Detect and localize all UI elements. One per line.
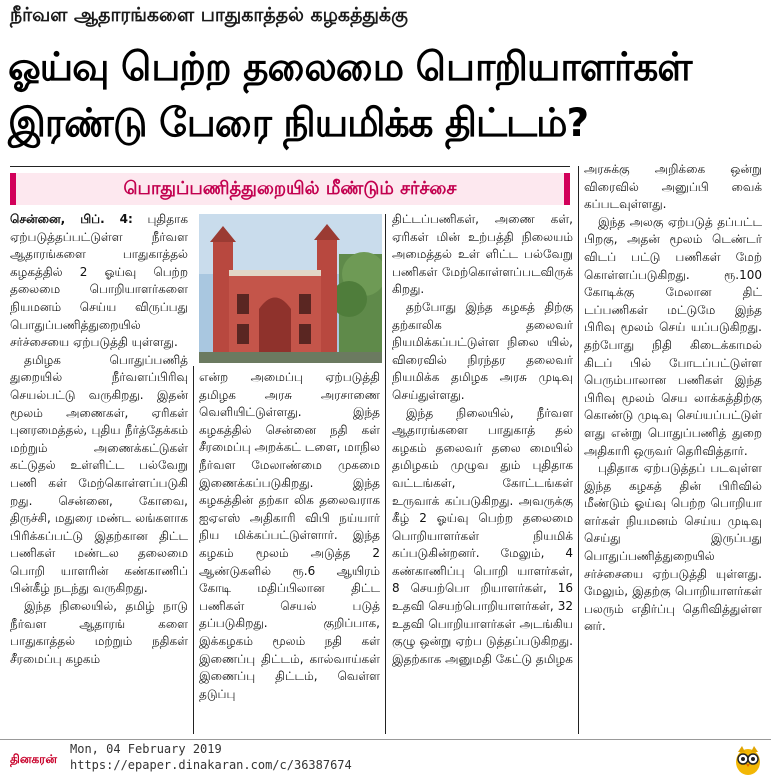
dinakaran-logo <box>10 752 57 768</box>
paragraph: இந்த நிலையில், நீர்வள ஆதாரங்களை பாதுகாத் தல் கழகம் தலைவர் தலை மையில் தமிழகம் முழுவ தும் புதிதாக வட்டங்கள், கோட்டங்கள் உருவாக் கப்படுகிறது. அவருக்கு கீழ் 2 ஓய்வு பெற்ற தலைமை பொறியாளர்கள் நியமிக் கப்படுகின்றனர். மேலும், 4 கண்காணிப்பு பொறி யாளர்கள், 8 செயற்பொ றியாளர்கள், 16 உதவி செயற்பொறியாளர்கள், 32 உதவி பொறியாளர்கள் அடங்கிய குழு ஒன்று ஏற்ப டுத்தப்படுகிறது. இதற்காக அனுமதி கேட்டு தமிழக <box>392 405 573 666</box>
paragraph: தற்போது இந்த கழகத் திற்கு தற்காலிக தலைவர் நியமிக்கப்பட்டுள்ள நிலை யில், விரைவில் நிரந்தர தலைவர் நியமிக்க தமிழக அரசு முடிவு செய்துள்ளது. <box>392 299 573 402</box>
paragraph: புதிதாக ஏற்படுத்தப் படவுள்ள இந்த கழகத் தின் பிரிவில் மீண்டும் ஓய்வு பெற்ற பொறியா ளர்கள் நியமனம் செய்ய முடிவு செய்து இருப்பது பொதுப்பணித்துறையில் சர்ச்சையை ஏற்படுத்தி யுள்ளது. மேலும், இதற்கு பொறியாளர்கள் பலரும் எதிர்ப்பு தெரிவித்துள்ள னர். <box>584 461 762 634</box>
paragraph <box>10 211 188 352</box>
paragraph: அரசுக்கு அறிக்கை ஒன்று விரைவில் அனுப்பி வைக் கப்படவுள்ளது. <box>584 162 762 212</box>
column-rule-3 <box>578 166 579 734</box>
paragraph: என்ற அமைப்பு ஏற்படுத்தி தமிழக அரசு அரசாணை வெளியிட்டுள்ளது. இந்த கழகத்தில் சென்னை நதி கள் சீரமைப்பு அறக்கட் டளை, மாநில நீர்வள மேலாண்மை முகமை இணைக்கப்படுகிறது. இந்த கழகத்தின் தற்கா லிக தலைவராக ஐஏஎஸ் அதிகாரி விபி நய்யார் நிய மிக்கப்பட்டுள்ளார். இந்த கழகம் மூலம் அடுத்த 2 ஆண்டுகளில் ரூ.6 ஆயிரம் கோடி மதிப்பிலான திட்ட பணிகள் செயல் படுத் தப்படுகிறது. குறிப்பாக, இக்கழகம் மூலம் நதி கள் இணைப்பு திட்டம், கால்வாய்கள் இணைப்பு திட்டம், வெள்ள தடுப்பு <box>199 370 380 701</box>
headline <box>8 40 692 152</box>
subheadline: பொதுப்பணித்துறையில் மீண்டும் சர்ச்சை <box>123 178 457 199</box>
paragraph-text: புதிதாக ஏற்படுத்தப்பட்டுள்ள நீர்வள ஆதாரங்களை பாதுகாத்தல் கழகத்தில் 2 ஓய்வு பெற்ற தலைமை பொறியாளர்களை நியமனம் செய்ய விருப்பது பொதுப்பணித்துறையில் சர்ச்சையை ஏற்படுத்தி யுள்ளது. <box>10 212 188 350</box>
column-4 <box>584 161 762 736</box>
building-photo <box>199 214 382 363</box>
publish-date: Mon, 04 February 2019 <box>70 742 222 756</box>
building-illustration <box>199 214 382 363</box>
column-rule-1 <box>193 366 194 734</box>
logo-text: தினகரன் <box>10 752 57 766</box>
column-2 <box>199 369 380 736</box>
kicker: நீர்வள ஆதாரங்களை பாதுகாத்தல் கழகத்துக்கு <box>10 4 408 26</box>
paragraph: திட்டப்பணிகள், அணை கள், ஏரிகள் மின் உற்பத்தி நிலையம் அமைத்தல் உள் ளிட்ட பல்வேறு பணிகள் மேற்கொள்ளப்படவிருக் கிறது. <box>392 212 573 297</box>
headline-line-2: இரண்டு பேரை நியமிக்க திட்டம்? <box>8 101 589 146</box>
column-1 <box>10 211 188 736</box>
paragraph: இந்த அலகு ஏற்படுத் தப்பட்ட பிறகு, அதன் மூலம் டெண்டர் விடப் பட்டு பணிகள் மேற் கொள்ளப்படுகிறது. ரூ.100 கோடிக்கு மேலான திட் டப்பணிகள் மட்டுமே இந்த பிரிவு மூலம் செய் யப்படுகிறது. தற்போது நிதி கிடைக்காமல் கிடப் பில் போடப்பட்டுள்ள பெரும்பாலான பணிகள் இந்த பிரிவு மூலம் செய லாக்கத்திற்கு கொண்டு முடிவு செய்யப்பட்டுள் ளது என்று பொதுப்பணித் துறை அதிகாரி ஒருவர் தெரிவித்தார். <box>584 214 762 458</box>
column-rule-2 <box>385 214 386 734</box>
epaper-link[interactable]: https://epaper.dinakaran.com/c/36387674 <box>70 758 352 772</box>
owl-icon <box>733 744 763 776</box>
dateline: சென்னை, பிப். 4: <box>10 212 133 226</box>
paragraph: தமிழக பொதுப்பணித் துறையில் நீர்வளப்பிரிவு செயல்பட்டு வருகிறது. இதன் மூலம் அணைகள், ஏரிகள் புனரமைத்தல், புதிய நீர்த்தேக்கம் மற்றும் அணைக்கட்டுகள் கட்டுதல் உள்ளிட்ட பல்வேறு பணி கள் மேற்கொள்ளப்படுகி றது. சென்னை, கோவை, திருச்சி, மதுரை மண்ட லங்களாக பிரிக்கப்பட்டு இதற்கான திட்ட பணிகள் மண்டல தலைமை பொறி யாளரின் கண்காணிப் பின்கீழ் நடந்து வருகிறது. <box>10 352 188 596</box>
paragraph: இந்த நிலையில், தமிழ் நாடு நீர்வள ஆதாரங் களை பாதுகாத்தல் மற்றும் நதிகள் சீரமைப்பு கழகம் <box>10 599 188 666</box>
subheadline-bar <box>10 173 570 205</box>
column-3 <box>392 211 573 736</box>
headline-rule <box>10 166 570 167</box>
headline-line-1: ஓய்வு பெற்ற தலைமை பொறியாளர்கள் <box>8 45 692 90</box>
